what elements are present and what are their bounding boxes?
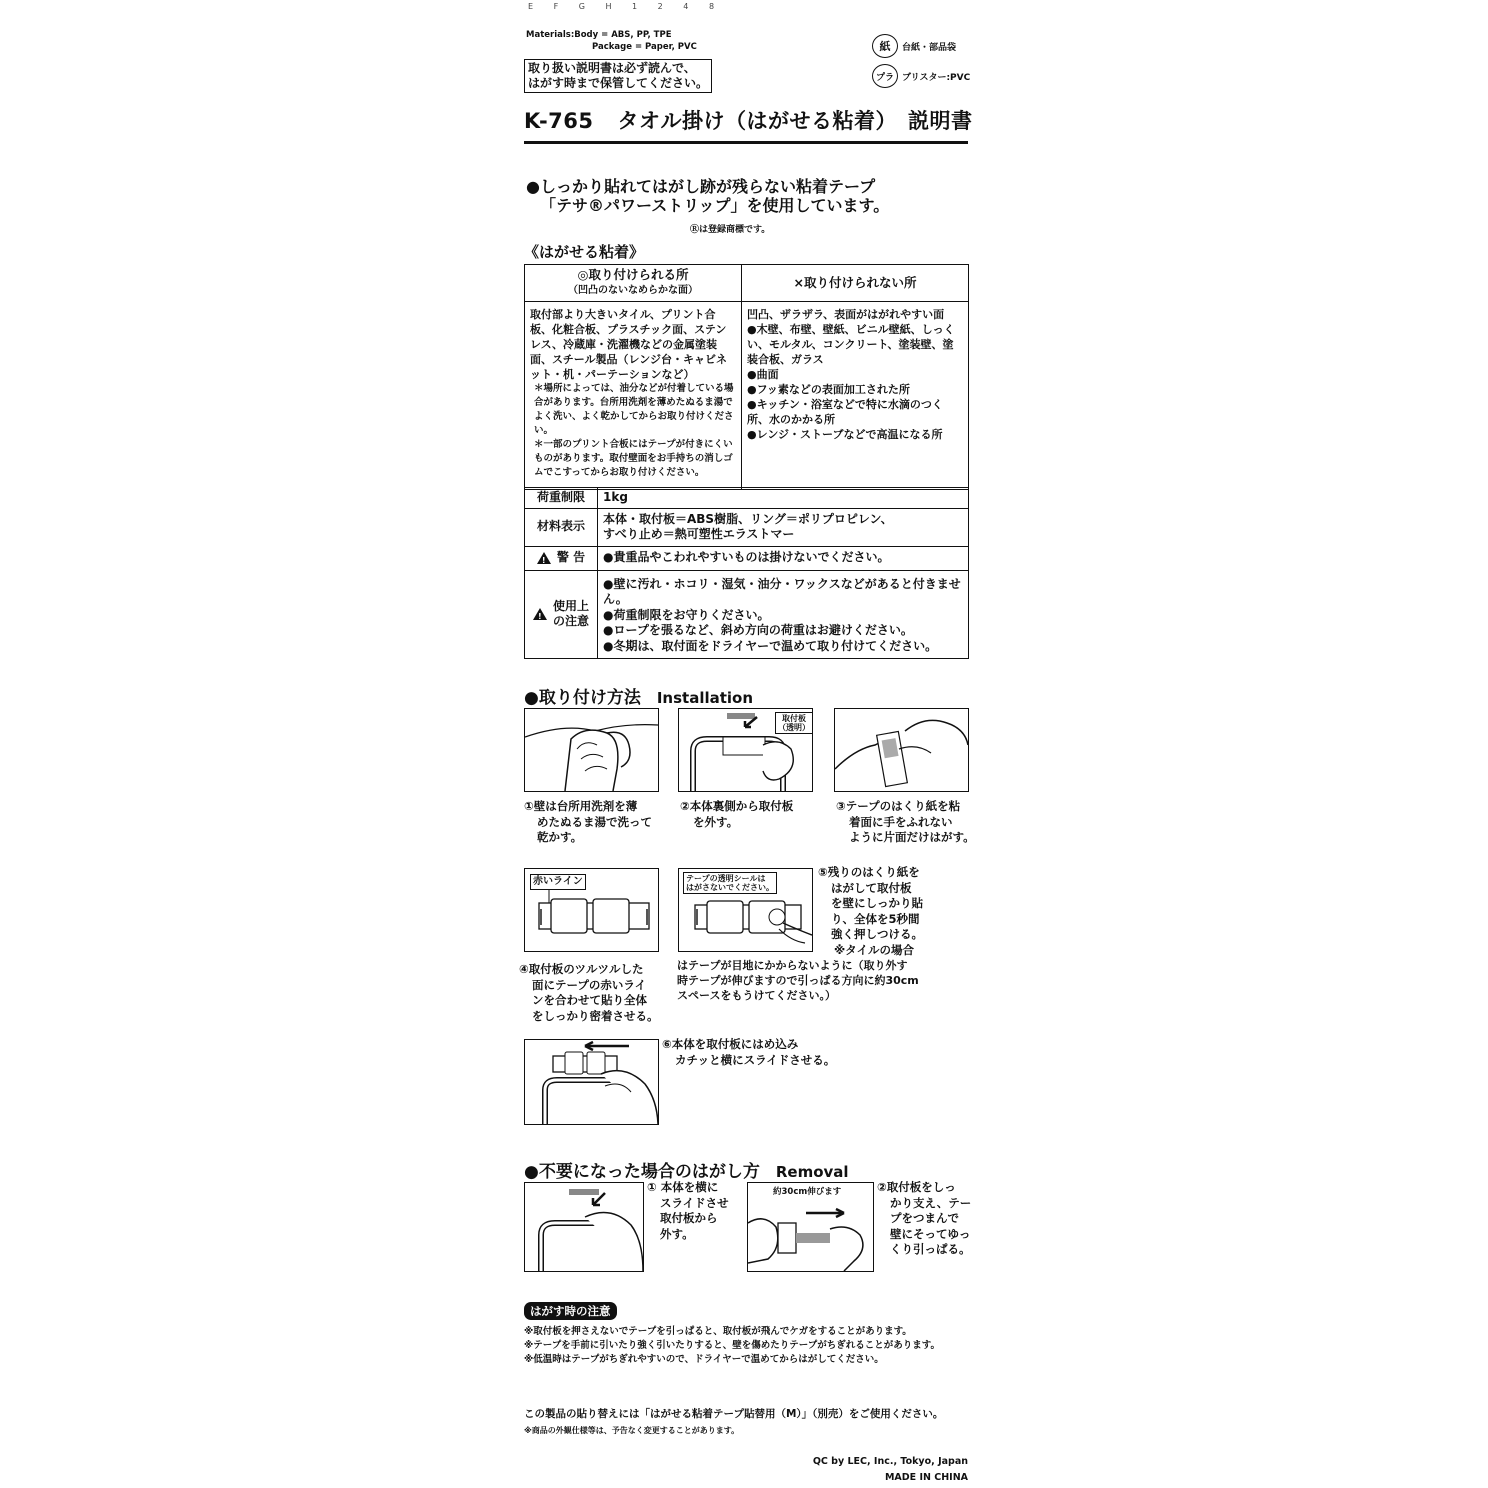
installation-heading	[524, 683, 753, 708]
maker-line-2: MADE IN CHINA	[884, 1472, 968, 1483]
removal-note-2: ※テープを手前に引いたり強く引いたりすると、壁を傷めたりテープがちぎれることがあります。	[524, 1340, 941, 1351]
removal-heading-ja: ●不要になった場合のはがし方	[524, 1162, 760, 1182]
spec-table	[524, 487, 969, 659]
removal-step2-line-5: くり引っぱる。	[890, 1242, 971, 1256]
mount-table	[524, 264, 969, 490]
seal-label-line-1: テープの透明シールは	[686, 874, 766, 883]
peel-liner-icon	[835, 709, 968, 791]
plastic-recycle-icon: プラ	[872, 64, 898, 88]
removal-step2-caption	[877, 1180, 971, 1258]
step4-line-3: ンを合わせて貼り全体	[532, 993, 647, 1007]
recycle-plastic	[872, 61, 970, 91]
removal-note-3: ※低温時はテープがちぎれやすいので、ドライヤーで温めてからはがしてください。	[524, 1354, 884, 1365]
warning-label-cell	[525, 546, 598, 570]
product-code: K-765	[524, 109, 594, 133]
spec-change-note: ※商品の外観仕様等は、予告なく変更することがあります。	[524, 1426, 740, 1435]
step5-line-8: 時テープが伸びますので引っぱる方向に約30cm	[677, 974, 919, 987]
ok-note-2: ＊一部のプリント合板にはテープが付きにくいものがあります。取付壁面をお手持ちの消しゴムでこすってからお取り付けください。	[534, 439, 733, 478]
caution-label	[553, 599, 589, 629]
ng-item-4: ●キッチン・浴室などで特に水滴のつく所、水のかかる所	[747, 398, 943, 426]
step4-line-1: ④取付板のツルツルした	[519, 962, 644, 976]
wipe-wall-icon	[525, 709, 658, 791]
step2-line-2: を外す。	[693, 814, 739, 829]
step5-line-2: はがして取付板	[831, 880, 912, 895]
paper-recycle-icon: 紙	[872, 34, 898, 58]
ok-cell	[525, 302, 742, 490]
recycle-paper-label: 台紙・部品袋	[902, 42, 957, 53]
step4-caption	[519, 962, 659, 1024]
step5-line-9: スペースをもうけてください。）	[677, 989, 836, 1002]
caution-item-3: ●ロープを張るなど、斜め方向の荷重はお避けください。	[603, 623, 913, 637]
step4-line-2: 面にテープの赤いライ	[532, 977, 647, 992]
removal-step1-line-4: 外す。	[660, 1226, 694, 1241]
section-label: 《はがせる粘着》	[524, 243, 645, 261]
warning-text: ●貴重品やこわれやすいものは掛けないでください。	[598, 546, 969, 570]
replacement-note: この製品の貼り替えには「はがせる粘着テープ貼替用（M）」（別売）をご使用ください。	[524, 1408, 944, 1420]
slide-body-icon	[525, 1040, 658, 1124]
removal-heading-en: Removal	[775, 1163, 849, 1181]
intro-line-1: ●しっかり貼れてはがし跡が残らない粘着テープ	[526, 177, 876, 196]
step5-line-7: はテープが目地にかからないように（取り外す	[677, 959, 908, 972]
material-line-1: 本体・取付板＝ABS樹脂、リング＝ポリプロピレン、	[603, 511, 893, 526]
caution-list	[598, 570, 969, 658]
ok-subheader: （凹凸のないなめらかな面）	[568, 285, 698, 296]
intro-line-2: 「テサ®パワーストリップ」を使用しています。	[540, 196, 890, 215]
step6-line-1: ⑥本体を取付板にはめ込み	[662, 1037, 799, 1051]
material-line-2: すべり止め＝熱可塑性エラストマー	[603, 527, 795, 541]
removal-step1-line-3: 取付板から	[660, 1211, 718, 1225]
removal-step2-line-1: ②取付板をしっ	[877, 1180, 956, 1194]
plate-label-line-2: （透明）	[778, 723, 810, 732]
plate-label-line-1: 取付板	[782, 714, 806, 723]
caution-item-1: ●壁に汚れ・ホコリ・湿気・油分・ワックスなどがあると付きません。	[603, 576, 961, 606]
ng-cell	[742, 302, 969, 490]
plate-label	[775, 712, 813, 734]
step5-line-1: ⑤残りのはくり紙を	[818, 865, 920, 879]
seal-label-line-2: はがさないでください。	[686, 883, 774, 892]
step6-illustration	[524, 1039, 659, 1125]
removal-step1-line-2: スライドさせ	[660, 1195, 729, 1210]
title-text: タオル掛け（はがせる粘着） 説明書	[617, 109, 973, 133]
step5-line-5: 強く押しつける。	[831, 927, 923, 941]
step5-line-4: り、全体を5秒間	[831, 911, 920, 926]
step1-line-2: めたぬるま湯で洗って	[537, 814, 652, 829]
ng-title: 凹凸、ザラザラ、表面がはがれやすい面	[747, 308, 945, 321]
seal-label	[683, 872, 777, 894]
installation-heading-en: Installation	[656, 689, 754, 707]
caution-label-line-2: の注意	[552, 614, 589, 628]
step3-line-3: ように片面だけはがす。	[849, 830, 975, 844]
stretch-label: 約30cm伸びます	[773, 1187, 842, 1197]
ng-header: ×取り付けられない所	[742, 265, 969, 302]
step1-line-1: ①壁は台所用洗剤を薄	[524, 799, 638, 813]
ok-text: 取付部より大きいタイル、プリント合板、化粧合板、プラスチック面、ステンレス、冷蔵庫・洗濯機などの金属塗装面、スチール製品（レンジ台・キャビネット・机・パーテーションなど）	[530, 308, 728, 381]
caution-label-cell	[525, 570, 598, 658]
step5-line-6: ※タイルの場合	[834, 942, 914, 957]
ng-item-3: ●フッ素などの表面加工された所	[747, 383, 910, 396]
removal-heading	[524, 1157, 849, 1182]
ok-header: ◎取り付けられる所	[577, 267, 689, 282]
keep-notice-line-2: はがす時まで保管してください。	[528, 76, 709, 90]
step3-line-2: 着面に手をふれない	[849, 814, 953, 829]
step1-illustration	[524, 708, 659, 792]
slide-off-icon	[525, 1183, 643, 1271]
materials-info	[526, 29, 697, 53]
step1-caption	[524, 799, 652, 846]
material-label: 材料表示	[525, 508, 598, 546]
warning-label: 警 告	[556, 550, 586, 565]
removal-notes-label: はがす時の注意	[524, 1302, 617, 1320]
recycle-paper	[872, 31, 970, 61]
removal-step1-illustration	[524, 1182, 644, 1272]
step2-caption	[680, 799, 793, 830]
maker-info	[800, 1454, 968, 1486]
removal-step2-line-3: プをつまんで	[890, 1211, 959, 1225]
barcode-text: E F G H 1 2 4 8	[528, 2, 724, 11]
removal-notes	[524, 1325, 940, 1367]
load-label: 荷重制限	[525, 488, 598, 509]
maker-line-1: QC by LEC, Inc., Tokyo, Japan	[812, 1456, 968, 1467]
material-value	[598, 508, 969, 546]
caution-icon	[533, 608, 547, 620]
recycle-marks	[872, 31, 970, 91]
step5-caption-bottom	[677, 958, 919, 1003]
removal-step1-caption	[647, 1180, 729, 1242]
red-line-label: 赤いライン	[530, 874, 586, 890]
caution-item-4: ●冬期は、取付面をドライヤーで温めて取り付けてください。	[603, 638, 938, 653]
materials-line-1: Materials:Body = ABS, PP, TPE	[526, 30, 672, 40]
removal-step2-line-4: 壁にそってゆっ	[890, 1226, 971, 1241]
removal-step2-line-2: かり支え、テー	[890, 1195, 972, 1210]
ng-item-2: ●曲面	[747, 368, 779, 381]
caution-label-line-1: 使用上	[552, 599, 589, 613]
materials-line-2: Package = Paper, PVC	[592, 42, 697, 52]
step3-illustration	[834, 708, 969, 792]
step6-caption	[662, 1037, 835, 1068]
trademark-note: Ⓡは登録商標です。	[690, 225, 771, 235]
warning-icon	[537, 552, 551, 564]
step5-line-3: を壁にしっかり貼	[831, 896, 923, 910]
caution-item-2: ●荷重制限をお守りください。	[603, 607, 770, 622]
removal-note-1: ※取付板を押さえないでテープを引っぱると、取付板が飛んでケガをすることがあります。	[524, 1326, 912, 1337]
ok-header-cell	[525, 265, 742, 302]
ng-item-5: ●レンジ・ストーブなどで高温になる所	[747, 428, 943, 441]
step1-line-3: 乾かす。	[537, 830, 583, 844]
intro-text	[526, 177, 889, 215]
step4-line-4: をしっかり密着させる。	[532, 1008, 659, 1023]
load-value: 1kg	[598, 488, 969, 509]
step6-line-2: カチッと横にスライドさせる。	[675, 1052, 836, 1067]
ng-item-1: ●木壁、布壁、壁紙、ビニル壁紙、しっくい、モルタル、コンクリート、塗装壁、塗装合板、ガラス	[747, 323, 955, 366]
document-title	[524, 105, 973, 144]
step3-caption	[836, 799, 975, 846]
step3-line-1: ③テープのはくり紙を粘	[836, 799, 961, 813]
keep-notice-line-1: 取り扱い説明書は必ず読んで、	[528, 61, 696, 75]
removal-step1-line-1: ① 本体を横に	[647, 1180, 719, 1194]
step2-line-1: ②本体裏側から取付板	[680, 799, 794, 813]
step5-caption-side	[818, 865, 923, 958]
installation-heading-ja: ●取り付け方法	[524, 688, 641, 708]
recycle-plastic-label: ブリスター:PVC	[902, 72, 971, 83]
ok-note-1: ＊場所によっては、油分などが付着している場合があります。台所用洗剤を薄めたぬるま湯でよく洗い、よく乾かしてからお取り付けください。	[534, 383, 734, 436]
keep-notice	[524, 59, 712, 93]
